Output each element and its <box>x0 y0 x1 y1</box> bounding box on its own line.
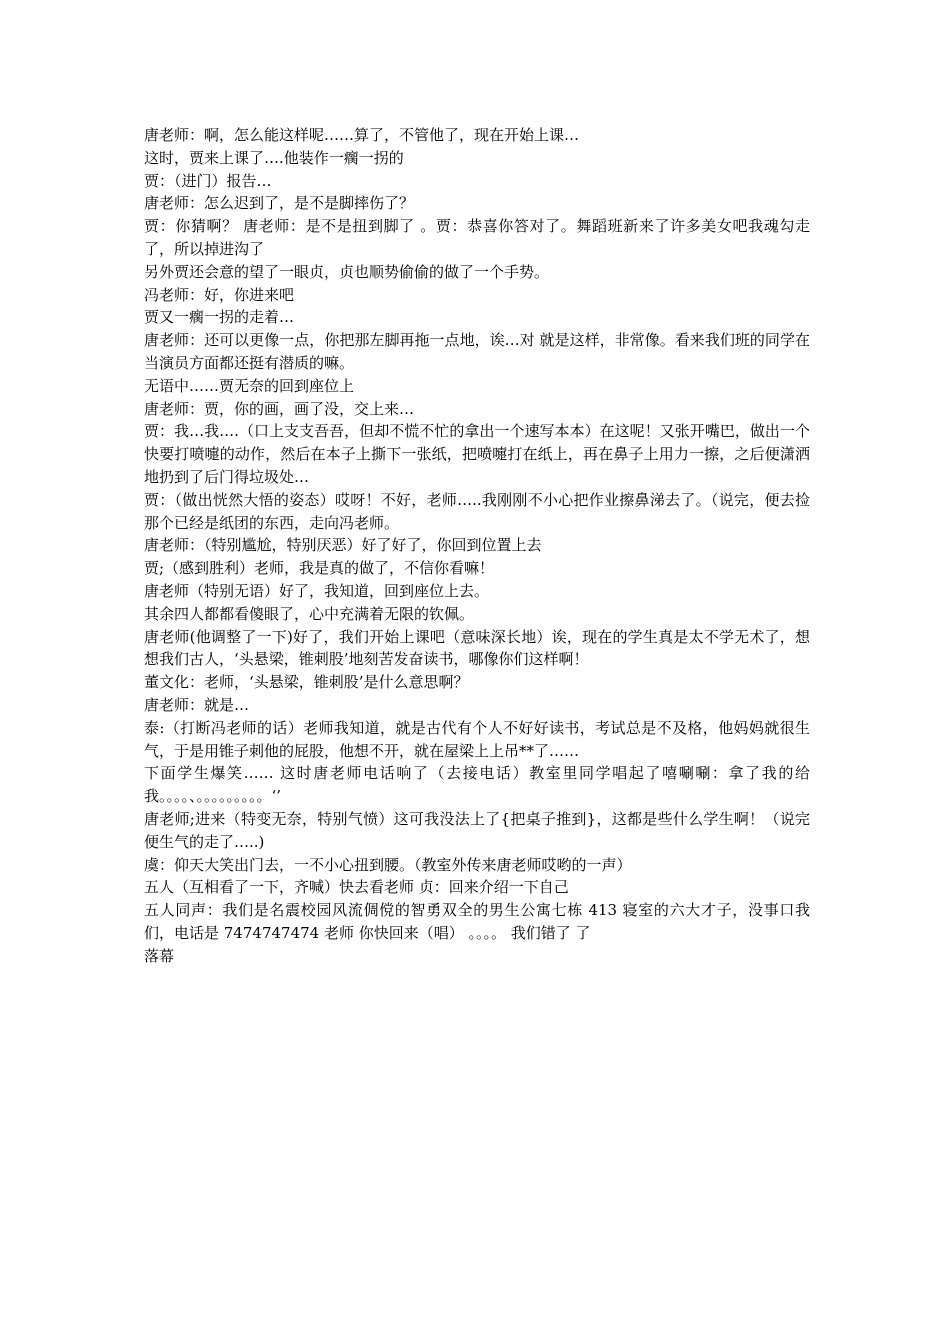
text-line: 唐老师：还可以更像一点，你把那左脚再拖一点地，诶…对 就是这样，非常像。看来我们班的同学在当演员方面都还挺有潜质的嘛。 <box>144 331 810 372</box>
text-line: 其余四人都都看傻眼了，心中充满着无限的钦佩。 <box>144 604 475 623</box>
text-line: 贾：我…我….（口上支支吾吾，但却不慌不忙的拿出一个速写本本）在这呢！又张开嘴巴，做出一个快要打喷嚏的动作，然后在本子上撕下一张纸，把喷嚏打在纸上，再在鼻子上用力一擦，之后便潇洒地扔到了后门得垃圾处… <box>144 422 810 486</box>
text-line: 董文化：老师，‘头悬梁，锥刺股’是什么意思啊？ <box>144 673 469 692</box>
text-line: 贾;（感到胜利）老师，我是真的做了，不信你看嘛！ <box>144 559 495 578</box>
text-line: 落幕 <box>144 946 175 965</box>
text-line: 五人（互相看了一下，齐喊）快去看老师 贞：回来介绍一下自己 <box>144 878 569 897</box>
text-line: 唐老师：就是… <box>144 695 250 714</box>
text-line: 这时，贾来上课了….他装作一瘸一拐的 <box>144 148 404 167</box>
text-line: 唐老师：（特别尴尬，特别厌恶）好了好了，你回到位置上去 <box>144 536 542 555</box>
text-line: 无语中……贾无奈的回到座位上 <box>144 376 355 395</box>
text-line: 贾：你猜啊？ 唐老师：是不是扭到脚了 。贾：恭喜你答对了。舞蹈班新来了许多美女吧我魂勾走了，所以掉进沟了 <box>144 217 810 258</box>
text-line: 冯老师：好，你进来吧 <box>144 285 295 304</box>
text-line: 唐老师：怎么迟到了，是不是脚摔伤了？ <box>144 194 415 213</box>
text-line: 唐老师：贾，你的画，画了没，交上来… <box>144 399 415 418</box>
text-line: 唐老师;进来（特变无奈，特别气愤）这可我没法上了{把桌子推到}，这都是些什么学生啊！（说完便生气的走了…..) <box>144 809 810 851</box>
text-line: 另外贾还会意的望了一眼贞，贞也顺势偷偷的做了一个手势。 <box>144 262 550 281</box>
text-line: 泰:（打断冯老师的话）老师我知道，就是古代有个人不好好读书，考试总是不及格，他妈妈就很生气，于是用锥子刺他的屁股，他想不开，就在屋梁上上吊**了…… <box>144 718 810 760</box>
text-line: 唐老师：啊，怎么能这样呢……算了，不管他了，现在开始上课… <box>144 126 580 144</box>
script-text-body <box>144 124 810 967</box>
text-line: 唐老师(他调整了一下)好了，我们开始上课吧（意味深长地）诶，现在的学生真是太不学无术了，想想我们古人，‘头悬梁，锥刺股’地刻苦发奋读书，哪像你们这样啊！ <box>144 627 810 669</box>
text-line: 下面学生爆笑…… 这时唐老师电话响了（去接电话）教室里同学唱起了嘻唰唰：拿了我的给我。。。。、。。。。。。。。。‘’ <box>144 764 810 806</box>
text-line: 贾：（做出恍然大悟的姿态）哎呀！不好，老师…..我刚刚不小心把作业擦鼻涕去了。（说完，便去捡那个已经是纸团的东西，走向冯老师。 <box>144 490 810 532</box>
text-line: 唐老师（特别无语）好了，我知道，回到座位上去。 <box>144 581 490 600</box>
text-line: 贾又一瘸一拐的走着… <box>144 308 295 327</box>
text-line: 五人同声：我们是名震校园风流倜傥的智勇双全的男生公寓七栋 413 寝室的六大才子，没事口我们，电话是 7474747474 老师 你快回来（唱） 。。。。 我们错了 了 <box>144 901 810 942</box>
text-line: 贾：（进门）报告… <box>144 171 272 190</box>
text-line: 虞：仰天大笑出门去，一不小心扭到腰。（教室外传来唐老师哎哟的一声） <box>144 855 632 874</box>
